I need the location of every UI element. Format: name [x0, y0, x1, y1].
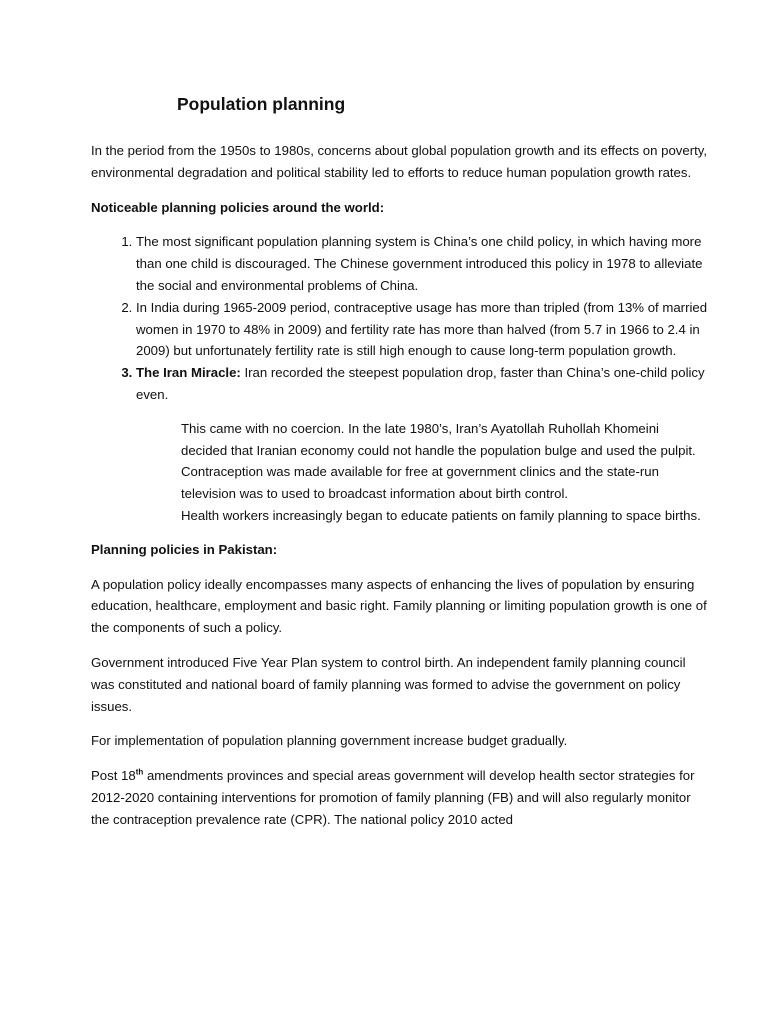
page-title: Population planning [177, 94, 346, 114]
iran-details [91, 418, 708, 527]
post-prefix: Post 18 [91, 768, 136, 784]
pakistan-paragraph-1: A population policy ideally encompasses many aspects of enhancing the lives of population by ensuring education, healthcare, employment and basic right. Family planning or limiting population growth is one of the components of such a policy. [91, 576, 707, 636]
world-policies-heading: Noticeable planning policies around the world: [91, 199, 385, 215]
post-amendment-paragraph [91, 765, 708, 830]
pakistan-heading: Planning policies in Pakistan: [91, 541, 278, 557]
list-item-india: 2. In India during 1965-2009 period, contraceptive usage has more than tripled (from 13% of married women in 1970 to 48% in 2009) and fertility rate has more than halved (from 5.7 in 1966 to 2.4 in 2009) but unfortunately fertility rate is still high enough to cause long-term population growth. [136, 297, 708, 362]
pakistan-paragraph-2: Government introduced Five Year Plan system to control birth. An independent family planning council was constituted and national board of family planning was formed to advise the government on policy issues. [91, 654, 686, 714]
pakistan-paragraph-3: For implementation of population planning government increase budget gradually. [91, 733, 568, 749]
post-body: amendments provinces and special areas government will develop health sector strategies for 2012-2020 containing interventions for promotion of family planning (FB) and will also regularly monitor the contraception prevalence rate (CPR). The national policy 2010 acted [91, 768, 695, 827]
intro-paragraph: In the period from the 1950s to 1980s, concerns about global population growth and its effects on poverty, environmental degradation and political stability led to efforts to reduce human population growth rates. [91, 143, 708, 180]
ordinal-suffix: th [135, 767, 144, 777]
iran-text: Iran recorded the steepest population drop, faster than China’s one-child policy even. [136, 365, 705, 402]
iran-detail-contraception: Contraception was made available for free at government clinics and the state-run television was to used to broadcast information about birth control. [181, 464, 659, 502]
list-item-iran [136, 362, 708, 406]
iran-detail-coercion: This came with no coercion. In the late 1980’s, Iran’s Ayatollah Ruhollah Khomeini decided that Iranian economy could not handle the population bulge and used the pulpit. [181, 420, 696, 458]
iran-detail-health-workers: Health workers increasingly began to educate patients on family planning to space births. [181, 507, 701, 523]
list-item-china: 1. The most significant population planning system is China’s one child policy, in which having more than one child is discouraged. The Chinese government introduced this policy in 1978 to alleviate the social and environmental problems of China. [136, 231, 708, 296]
world-policies-list [91, 231, 708, 405]
iran-label: The Iran Miracle: [136, 365, 241, 381]
